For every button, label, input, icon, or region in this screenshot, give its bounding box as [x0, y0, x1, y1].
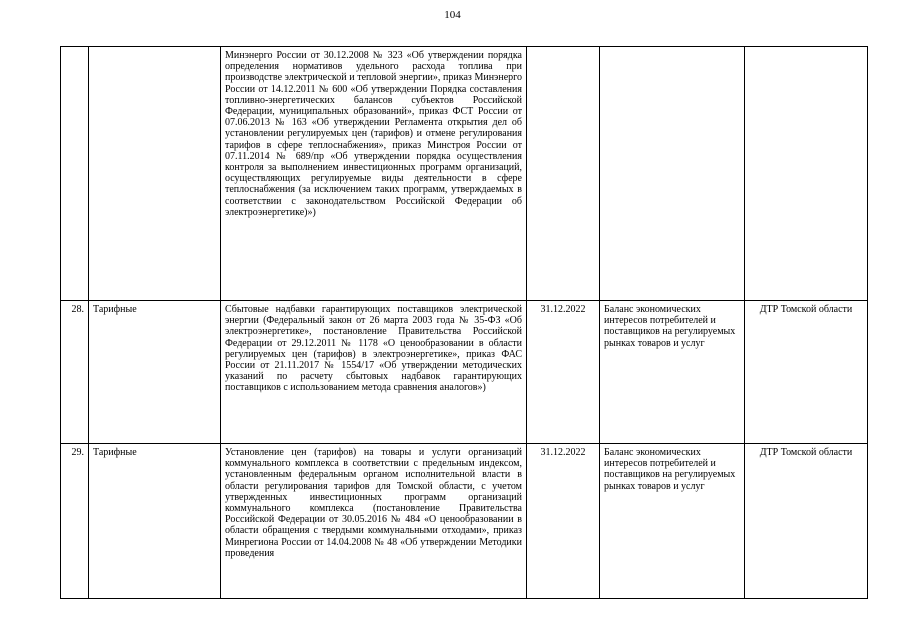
- table-row: [61, 47, 868, 301]
- goal-cell: [600, 47, 745, 301]
- measure-description-cell: Минэнерго России от 30.12.2008 № 323 «Об утверждении порядка определения нормативов удельного расхода топлива при производстве электрической и тепловой энергии», приказ Минэнерго России от 14.12.2011 № 600 «Об утверждении Порядка составления топливно-энергетических балансов субъектов Российской Федерации, муниципальных образований», приказ ФСТ России от 07.06.2013 № 163 «Об утверждении Регламента открытия дел об установлении регулируемых цен (тарифов) и отмене регулирования тарифов в сфере теплоснабжения», приказ Минстроя России от 07.11.2014 № 689/пр «Об утверждении порядка осуществления контроля за выполнением инвестиционных программ организаций, осуществляющих регулируемые виды деятельности в сфере теплоснабжения (за исключением таких программ, утверждаемых в соответствии с законодательством Российской Федерации об электроэнергетике)»): [221, 47, 527, 301]
- goal-cell: Баланс экономических интересов потребителей и поставщиков на регулируемых рынках товаров и услуг: [600, 301, 745, 444]
- responsible-cell: [745, 47, 868, 301]
- measure-description-cell: Сбытовые надбавки гарантирующих поставщиков электрической энергии (Федеральный закон от 26 марта 2003 года № 35-ФЗ «Об электроэнергетике», постановление Правительства Российской Федерации от 29.12.2011 № 1178 «О ценообразовании в области регулируемых цен (тарифов) в электроэнергетике», приказ ФАС России от 21.11.2017 № 1554/17 «Об утверждении методических указаний по расчету сбытовых надбавок гарантирующих поставщиков с использованием метода сравнения аналогов»): [221, 301, 527, 444]
- measures-table: [60, 46, 868, 599]
- measure-type-cell: Тарифные: [89, 301, 221, 444]
- measure-description-cell: Установление цен (тарифов) на товары и услуги организаций коммунального комплекса в соответствии с предельным индексом, установленным федеральным органом исполнительной власти в области регулирования тарифов для Томской области, с учетом утвержденных инвестиционных программ организаций коммунального комплекса (постановление Правительства Российской Федерации от 30.05.2016 № 484 «О ценообразовании в области обращения с твердыми коммунальными отходами», приказ Минрегиона России от 14.04.2008 № 48 «Об утверждении Методики проведения: [221, 444, 527, 599]
- deadline-cell: 31.12.2022: [527, 301, 600, 444]
- page-number: 104: [444, 9, 461, 21]
- deadline-cell: [527, 47, 600, 301]
- row-number-cell: 28.: [61, 301, 89, 444]
- row-number-cell: [61, 47, 89, 301]
- responsible-cell: ДТР Томской области: [745, 444, 868, 599]
- table-row: [61, 444, 868, 599]
- measure-type-cell: [89, 47, 221, 301]
- goal-cell: Баланс экономических интересов потребителей и поставщиков на регулируемых рынках товаров и услуг: [600, 444, 745, 599]
- responsible-cell: ДТР Томской области: [745, 301, 868, 444]
- deadline-cell: 31.12.2022: [527, 444, 600, 599]
- measure-type-cell: Тарифные: [89, 444, 221, 599]
- table-row: [61, 301, 868, 444]
- row-number-cell: 29.: [61, 444, 89, 599]
